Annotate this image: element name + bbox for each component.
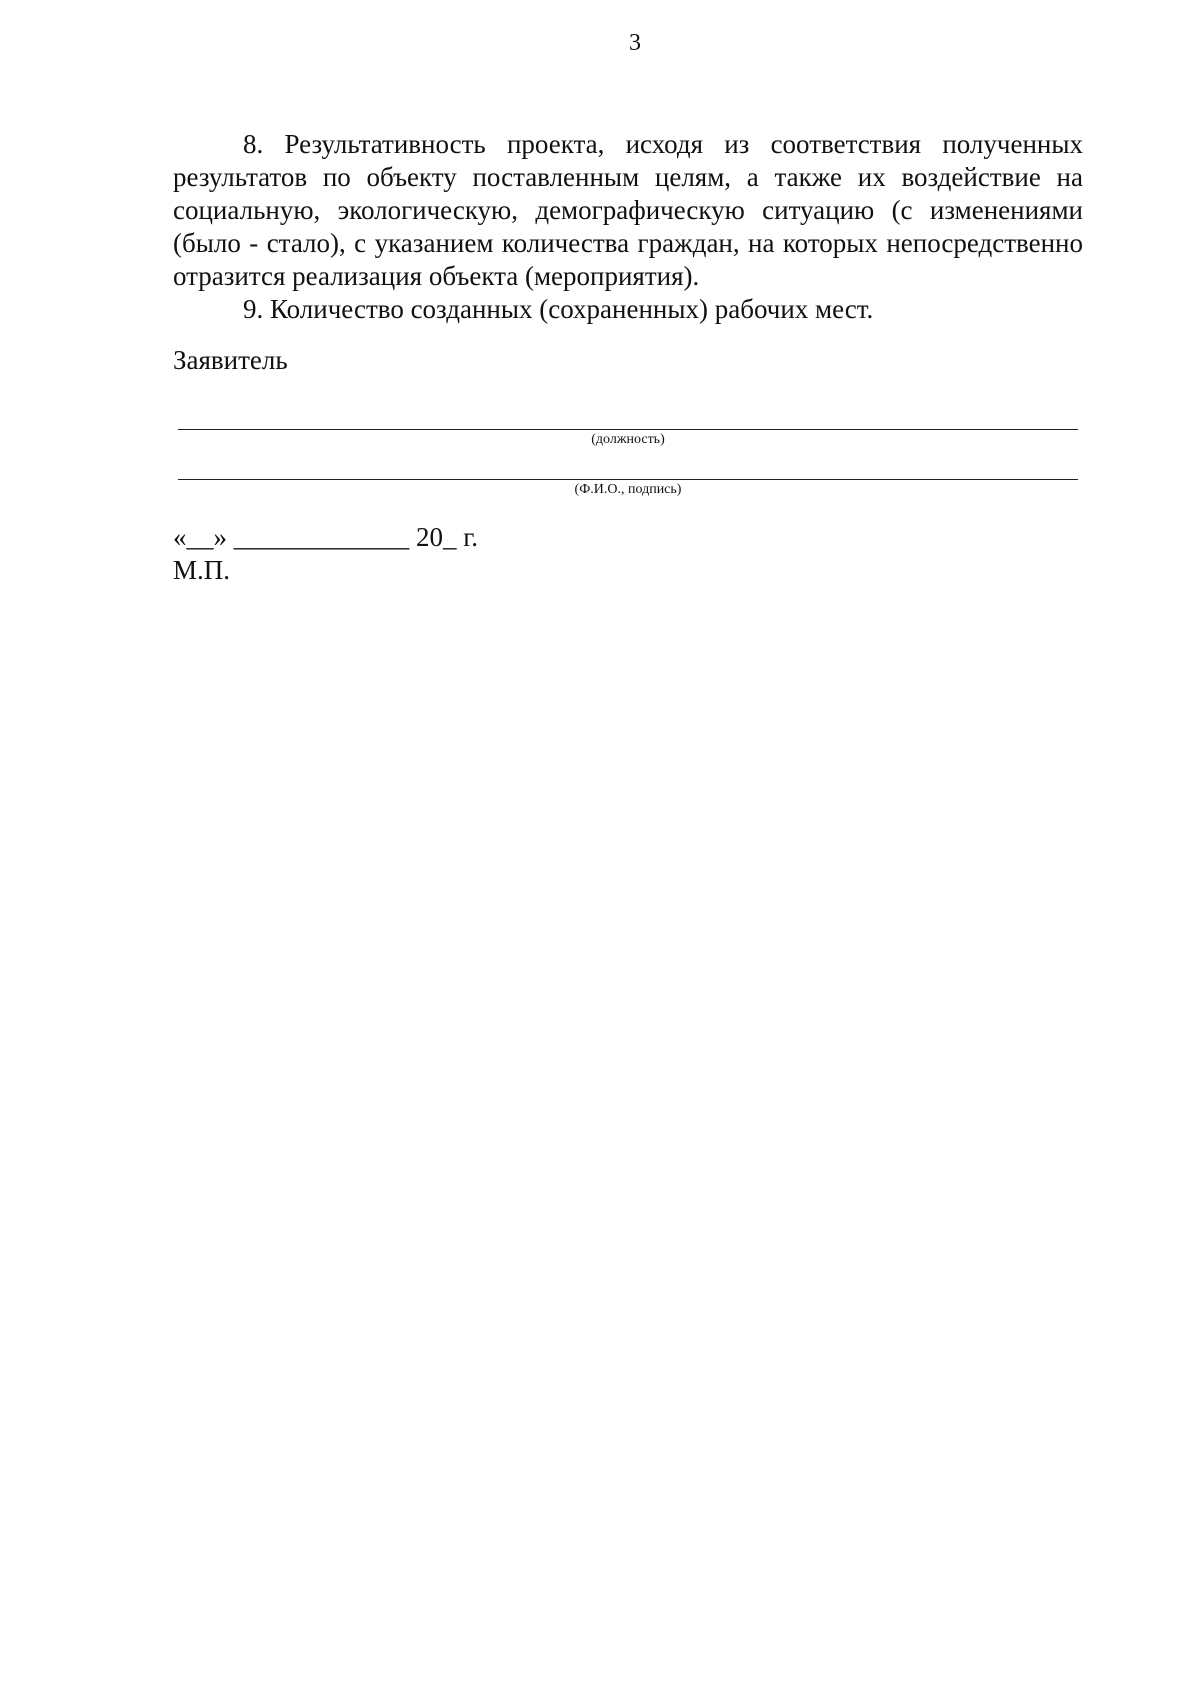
- applicant-label: Заявитель: [173, 345, 288, 375]
- name-caption: (Ф.И.О., подпись): [574, 482, 682, 497]
- paragraph-9: 9. Количество созданных (сохраненных) рабочих мест.: [243, 294, 874, 324]
- page-number: 3: [629, 30, 641, 56]
- document-body: [173, 128, 1083, 326]
- position-signature-line: [178, 429, 1078, 430]
- date-line: «__» _____________ 20_ г.: [173, 522, 479, 552]
- paragraph-8: 8. Результативность проекта, исходя из соответствия полученных результатов по объекту поставленным целям, а также их воздействие на социальную, экологическую, демографическую ситуацию (с изменениями (было - стало), с указанием количества граждан, на которых непосредственно отразится реализация объекта (мероприятия).: [173, 129, 1083, 291]
- seal-label: М.П.: [173, 555, 231, 585]
- position-caption: (должность): [591, 432, 665, 447]
- name-signature-line: [178, 479, 1078, 480]
